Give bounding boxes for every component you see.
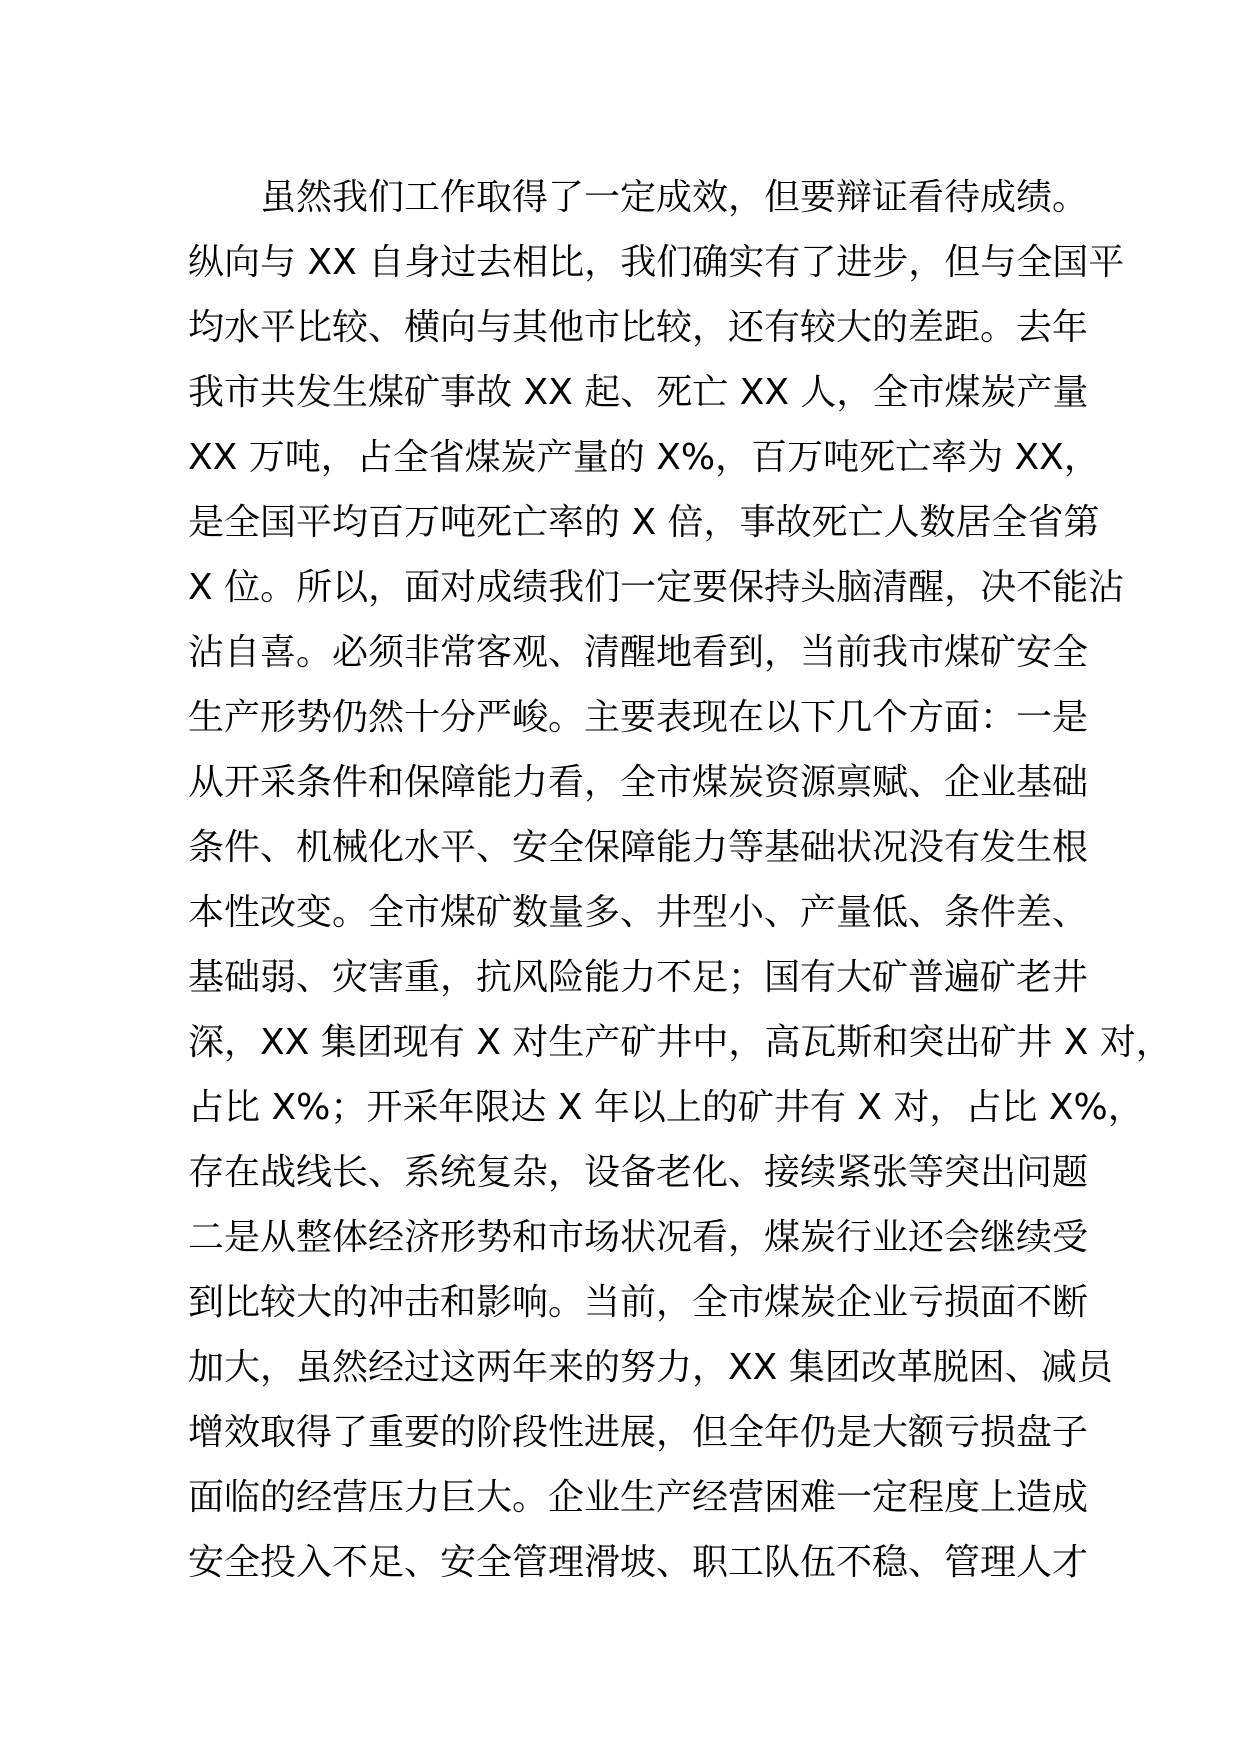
text-line: 条件、机械化水平、安全保障能力等基础状况没有发生根: [188, 827, 1089, 868]
text-line: 深，XX 集团现有 X 对生产矿井中，高瓦斯和突出矿井 X 对，: [188, 1022, 1172, 1063]
text-line: 是全国平均百万吨死亡率的 X 倍，事故死亡人数居全省第: [188, 502, 1100, 543]
body-paragraph: [188, 165, 1172, 1595]
text-line: XX 万吨，占全省煤炭产量的 X%，百万吨死亡率为 XX，: [188, 437, 1100, 478]
text-line: 占比 X%；开采年限达 X 年以上的矿井有 X 对，占比 X%，: [188, 1087, 1144, 1128]
text-line: 加大，虽然经过这两年来的努力，XX 集团改革脱困、减员: [188, 1347, 1113, 1388]
text-line: 从开采条件和保障能力看，全市煤炭资源禀赋、企业基础: [188, 762, 1089, 803]
text-line: 安全投入不足、安全管理滑坡、职工队伍不稳、管理人才: [188, 1542, 1089, 1583]
text-line: X 位。所以，面对成绩我们一定要保持头脑清醒，决不能沾: [188, 567, 1125, 608]
text-line: 本性改变。全市煤矿数量多、井型小、产量低、条件差、: [188, 892, 1089, 933]
text-line: 均水平比较、横向与其他市比较，还有较大的差距。去年: [188, 307, 1089, 348]
text-line: 生产形势仍然十分严峻。主要表现在以下几个方面：一是: [188, 697, 1089, 738]
text-line: 面临的经营压力巨大。企业生产经营困难一定程度上造成: [188, 1477, 1089, 1518]
text-line: 增效取得了重要的阶段性进展，但全年仍是大额亏损盘子: [188, 1412, 1089, 1453]
text-line: 基础弱、灾害重，抗风险能力不足；国有大矿普遍矿老井: [188, 957, 1089, 998]
text-line: 纵向与 XX 自身过去相比，我们确实有了进步，但与全国平: [188, 242, 1125, 283]
text-line: 存在战线长、系统复杂，设备老化、接续紧张等突出问题: [188, 1152, 1089, 1193]
text-line: 虽然我们工作取得了一定成效，但要辩证看待成绩。: [188, 177, 1089, 218]
text-line: 我市共发生煤矿事故 XX 起、死亡 XX 人，全市煤炭产量: [188, 372, 1089, 413]
text-line: 到比较大的冲击和影响。当前，全市煤炭企业亏损面不断: [188, 1282, 1089, 1323]
text-line: 二是从整体经济形势和市场状况看，煤炭行业还会继续受: [188, 1217, 1089, 1258]
text-line: 沾自喜。必须非常客观、清醒地看到，当前我市煤矿安全: [188, 632, 1089, 673]
